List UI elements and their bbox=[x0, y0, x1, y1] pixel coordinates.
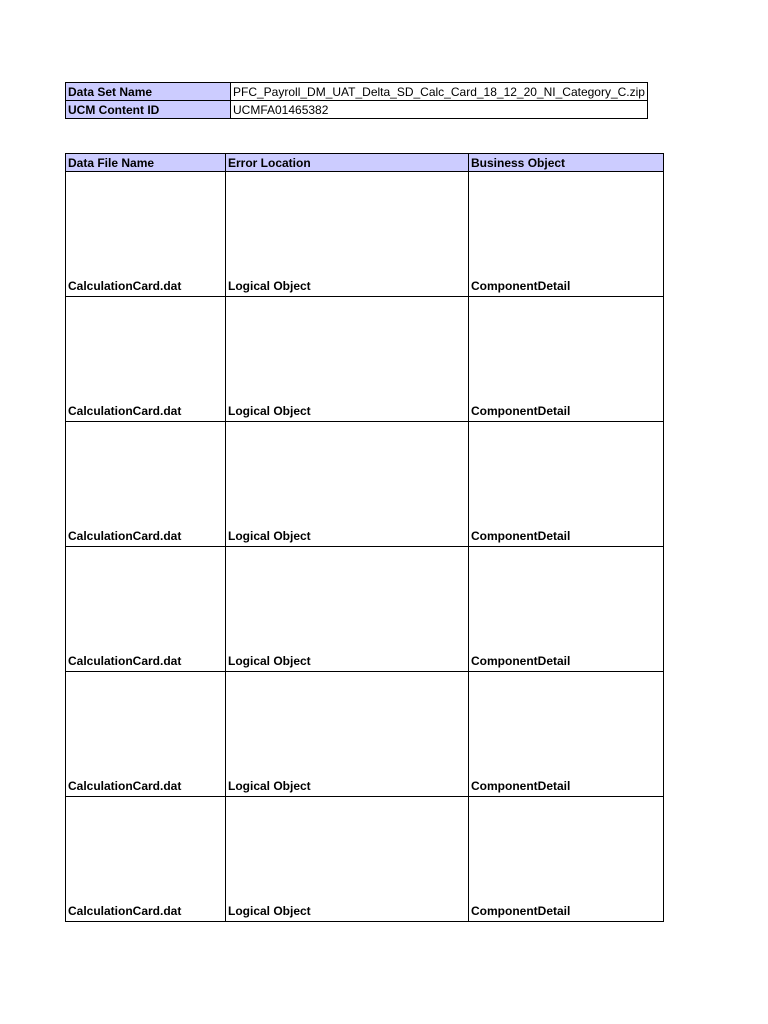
dataset-info-table bbox=[65, 82, 648, 119]
table-row bbox=[66, 547, 664, 672]
dataset-name-row bbox=[66, 83, 648, 101]
business-object-cell: ComponentDetail bbox=[469, 547, 664, 672]
table-row bbox=[66, 172, 664, 297]
table-row bbox=[66, 422, 664, 547]
business-object-cell: ComponentDetail bbox=[469, 797, 664, 922]
ucm-content-id-row bbox=[66, 101, 648, 119]
error-location-cell: Logical Object bbox=[226, 547, 469, 672]
error-location-cell: Logical Object bbox=[226, 672, 469, 797]
table-row bbox=[66, 672, 664, 797]
column-header-error-location: Error Location bbox=[226, 154, 469, 172]
column-header-data-file-name: Data File Name bbox=[66, 154, 226, 172]
dataset-name-value: PFC_Payroll_DM_UAT_Delta_SD_Calc_Card_18_12_20_NI_Category_C.zip bbox=[231, 83, 648, 101]
table-row bbox=[66, 297, 664, 422]
table-header-row bbox=[66, 154, 664, 172]
business-object-cell: ComponentDetail bbox=[469, 297, 664, 422]
business-object-cell: ComponentDetail bbox=[469, 672, 664, 797]
column-header-business-object: Business Object bbox=[469, 154, 664, 172]
business-object-cell: ComponentDetail bbox=[469, 422, 664, 547]
error-location-cell: Logical Object bbox=[226, 797, 469, 922]
data-file-name-cell: CalculationCard.dat bbox=[66, 547, 226, 672]
data-file-name-cell: CalculationCard.dat bbox=[66, 172, 226, 297]
error-table bbox=[65, 153, 664, 922]
ucm-content-id-value: UCMFA01465382 bbox=[231, 101, 648, 119]
error-location-cell: Logical Object bbox=[226, 297, 469, 422]
table-row bbox=[66, 797, 664, 922]
ucm-content-id-label: UCM Content ID bbox=[66, 101, 231, 119]
dataset-name-label: Data Set Name bbox=[66, 83, 231, 101]
data-file-name-cell: CalculationCard.dat bbox=[66, 672, 226, 797]
data-file-name-cell: CalculationCard.dat bbox=[66, 422, 226, 547]
data-file-name-cell: CalculationCard.dat bbox=[66, 797, 226, 922]
error-location-cell: Logical Object bbox=[226, 172, 469, 297]
data-file-name-cell: CalculationCard.dat bbox=[66, 297, 226, 422]
error-location-cell: Logical Object bbox=[226, 422, 469, 547]
business-object-cell: ComponentDetail bbox=[469, 172, 664, 297]
